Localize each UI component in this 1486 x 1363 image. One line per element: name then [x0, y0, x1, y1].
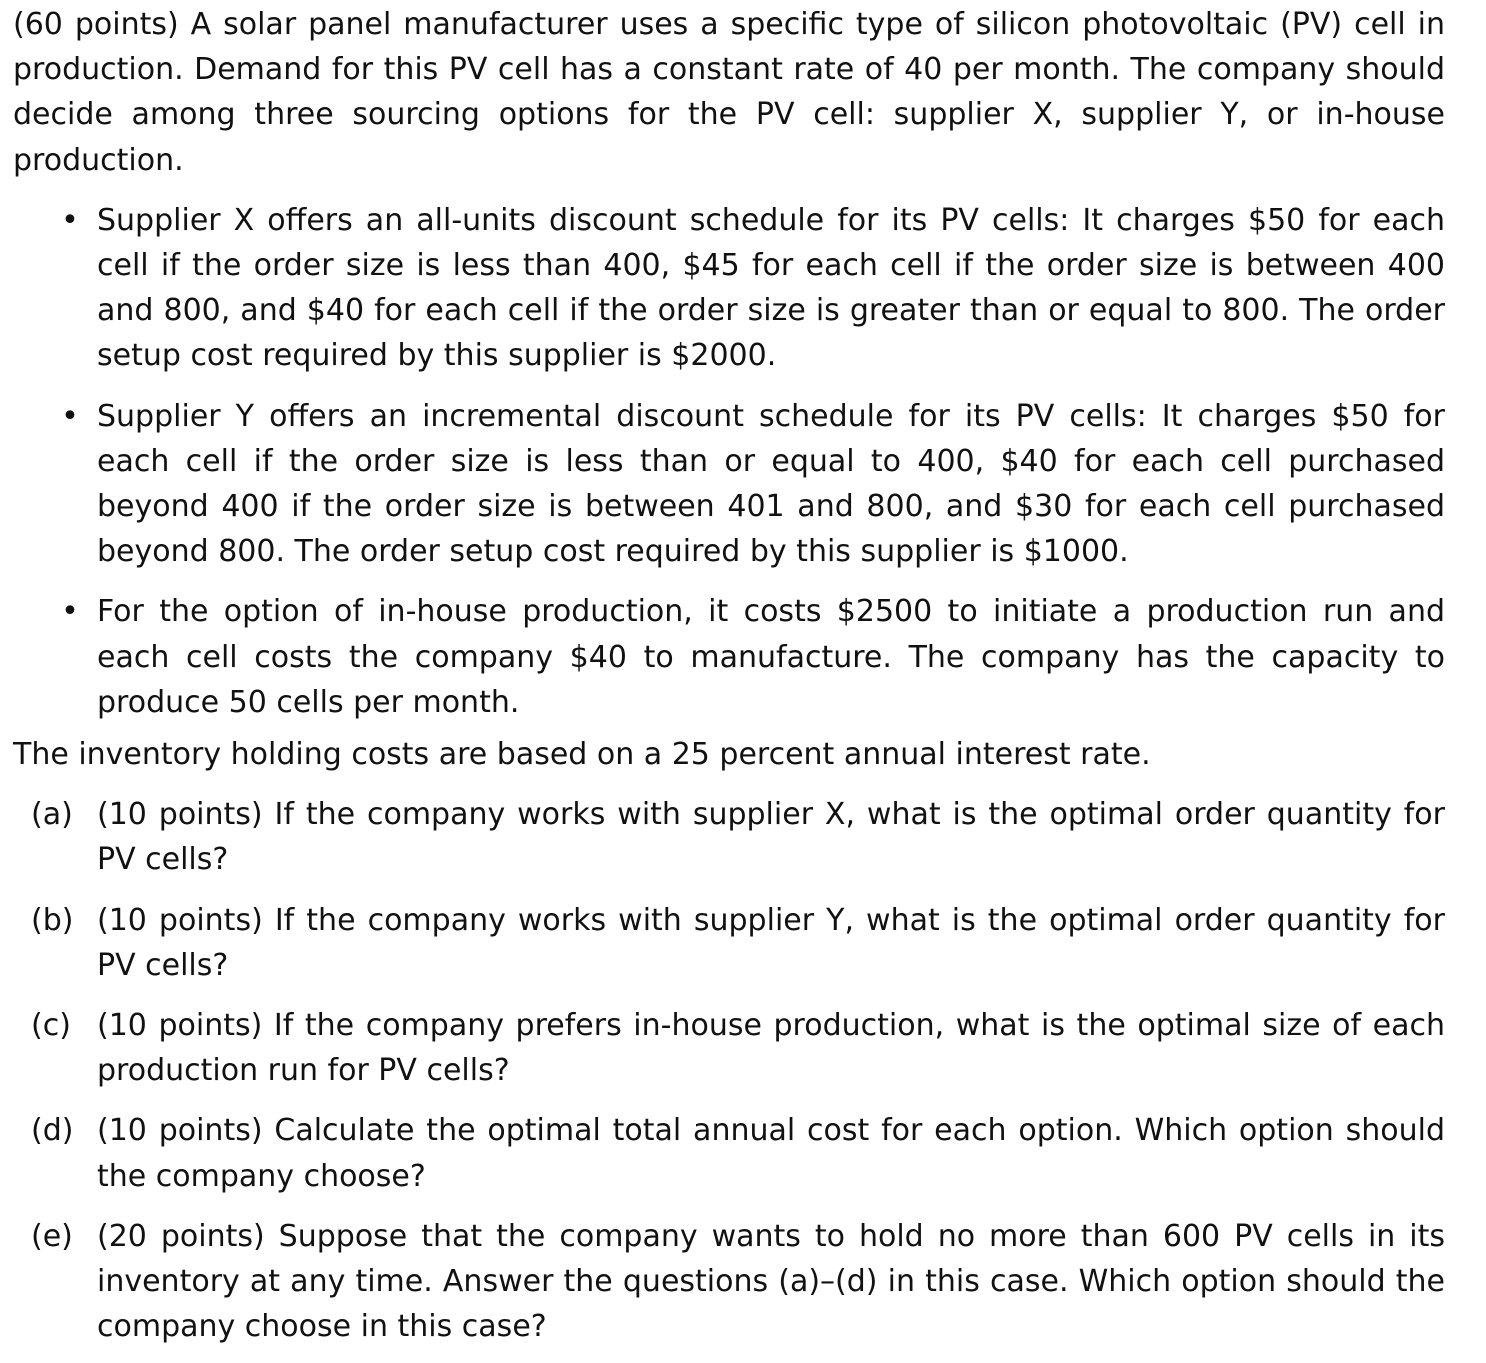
part-label: (d) — [31, 1113, 74, 1149]
sourcing-options-list — [13, 198, 1445, 725]
part-text: (10 points) If the company works with supplier X, what is the optimal order quantity for PV cells? — [97, 797, 1445, 878]
question-part-c — [13, 1003, 1445, 1093]
bullet-icon: • — [61, 594, 79, 630]
part-label: (a) — [31, 797, 73, 833]
question-part-b — [13, 898, 1445, 988]
holding-cost-note: The inventory holding costs are based on a 25 percent annual interest rate. — [13, 737, 1151, 773]
part-text: (20 points) Suppose that the company wants to hold no more than 600 PV cells in its inventory at any time. Answer the questions (a)–(d) in this case. Which option should the company choose in this case? — [97, 1218, 1445, 1345]
part-text: (10 points) Calculate the optimal total annual cost for each option. Which option should the company choose? — [97, 1113, 1445, 1194]
question-part-d — [13, 1108, 1445, 1198]
question-part-a — [13, 792, 1445, 882]
part-label: (e) — [31, 1218, 73, 1254]
option-text: Supplier X offers an all-units discount schedule for its PV cells: It charges $50 for each cell if the order size is less than 400, $45 for each cell if the order size is between 400 and 800, and $40 for each cell if the order size is greater than or equal to 800. The order setup cost required by this supplier is $2000. — [97, 202, 1445, 374]
option-text: Supplier Y offers an incremental discount schedule for its PV cells: It charges $50 for each cell if the order size is less than or equal to 400, $40 for each cell purchased beyond 400 if the order size is between 401 and 800, and $30 for each cell purchased beyond 800. The order setup cost required by this supplier is $1000. — [97, 398, 1445, 570]
bullet-icon: • — [61, 202, 79, 238]
part-label: (c) — [31, 1008, 71, 1044]
part-label: (b) — [31, 902, 74, 938]
problem-document — [13, 0, 1445, 1349]
problem-intro: (60 points) A solar panel manufacturer uses a specific type of silicon photovoltaic (PV) cell in production. Demand for this PV cell has a constant rate of 40 per month. The company should decide among three sourcing options for the PV cell: supplier X, supplier Y, or in-house production. — [13, 7, 1445, 178]
option-supplier-y — [13, 394, 1445, 575]
question-parts-list — [13, 792, 1445, 1349]
part-text: (10 points) If the company works with supplier Y, what is the optimal order quantity for PV cells? — [97, 902, 1445, 983]
option-supplier-x — [13, 198, 1445, 379]
question-part-e — [13, 1214, 1445, 1350]
part-text: (10 points) If the company prefers in-house production, what is the optimal size of each production run for PV cells? — [97, 1008, 1445, 1089]
option-in-house — [13, 589, 1445, 725]
option-text: For the option of in-house production, it costs $2500 to initiate a production run and each cell costs the company $40 to manufacture. The company has the capacity to produce 50 cells per month. — [97, 594, 1445, 720]
bullet-icon: • — [61, 398, 79, 434]
